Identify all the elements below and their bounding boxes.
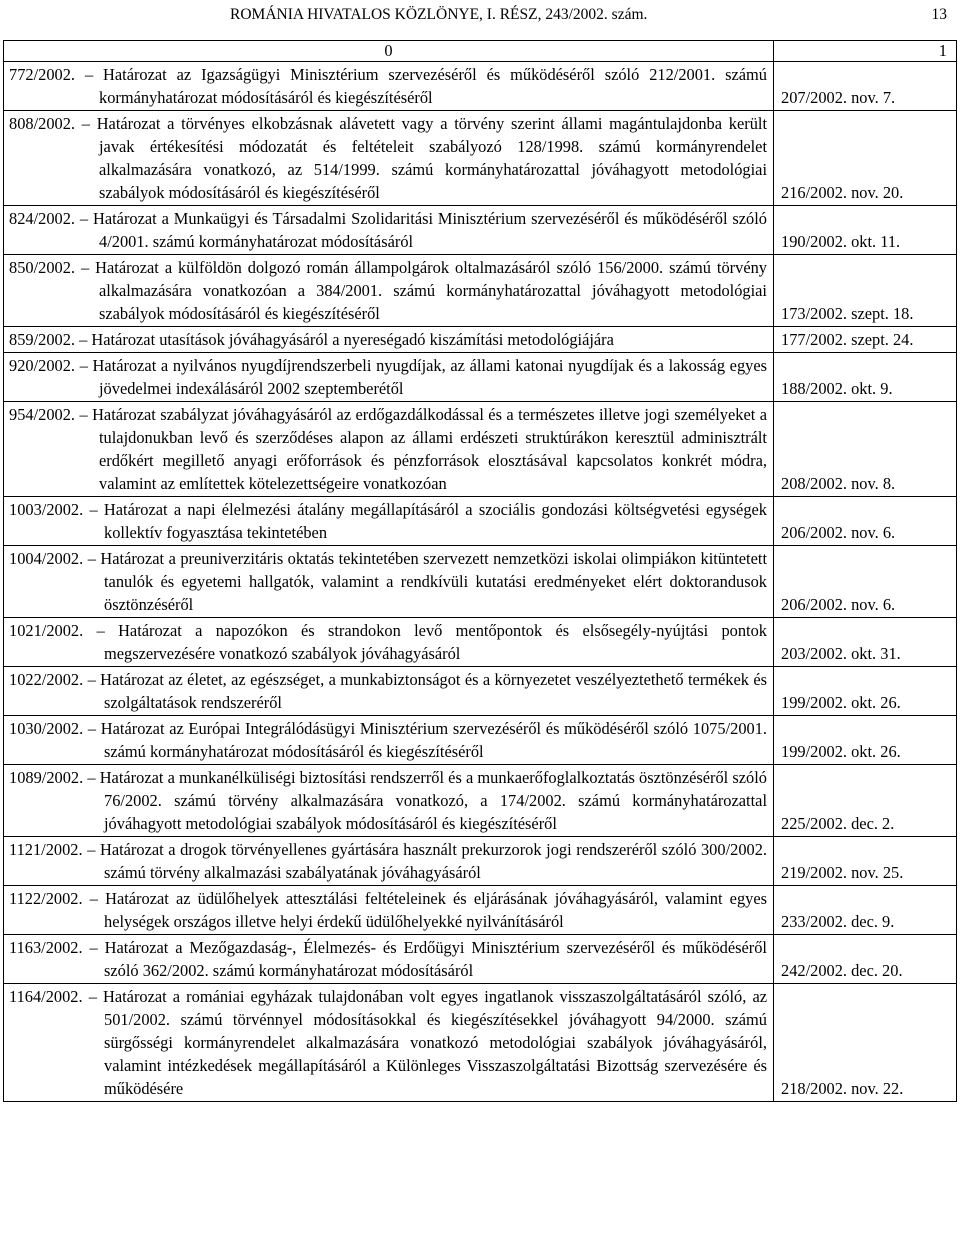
act-description-cell — [4, 327, 774, 353]
act-number: 954/2002. — [9, 405, 76, 424]
act-number: 859/2002. — [9, 330, 76, 349]
act-description-cell — [4, 111, 774, 206]
act-number: 1030/2002. — [9, 719, 84, 738]
act-number: 1163/2002. — [9, 938, 83, 957]
publication-reference: 225/2002. dec. 2. — [774, 765, 957, 837]
act-number: 1089/2002. — [9, 768, 84, 787]
act-number: 1004/2002. — [9, 549, 84, 568]
publication-reference: 199/2002. okt. 26. — [774, 716, 957, 765]
act-number: 824/2002. — [9, 209, 76, 228]
publication-reference: 207/2002. nov. 7. — [774, 62, 957, 111]
act-description-cell — [4, 667, 774, 716]
act-description-cell — [4, 402, 774, 497]
act-title: – Határozat az Igazságügyi Minisztérium szervezéséről és működéséről szóló 212/2001. számú kormányhatározat módosításáról és kiegészítéséről — [84, 65, 767, 107]
table-row — [4, 62, 957, 111]
publication-reference: 208/2002. nov. 8. — [774, 402, 957, 497]
act-title: – Határozat a nyilvános nyugdíjrendszerbeli nyugdíjak, az állami katonai nyugdíjak és a lakosság egyes jövedelmei indexálásáról 2002 szeptemberétől — [79, 356, 767, 398]
table-row — [4, 667, 957, 716]
table-row — [4, 402, 957, 497]
act-number: 1022/2002. — [9, 670, 84, 689]
table-row — [4, 546, 957, 618]
table-row — [4, 255, 957, 327]
act-number: 772/2002. — [9, 65, 76, 84]
act-number: 1121/2002. — [9, 840, 83, 859]
table-row — [4, 935, 957, 984]
act-title: – Határozat a Munkaügyi és Társadalmi Szolidaritási Minisztérium szervezéséről és működéséről szóló 4/2001. számú kormányhatározat módosításáról — [79, 209, 767, 251]
publication-reference: 219/2002. nov. 25. — [774, 837, 957, 886]
publication-reference: 203/2002. okt. 31. — [774, 618, 957, 667]
table-header-row — [4, 41, 957, 62]
act-title: – Határozat az életet, az egészséget, a munkabiztonságot és a környezetet veszélyeztethető termékek és szolgáltatások rendszeréről — [87, 670, 767, 712]
table-row — [4, 984, 957, 1102]
page-header — [0, 4, 960, 26]
act-title: – Határozat a napozókon és strandokon levő mentőpontok és elsősegély-nyújtási pontok megszervezésére vonatkozó szabályok jóváhagyásáról — [96, 621, 767, 663]
publication-reference: 206/2002. nov. 6. — [774, 546, 957, 618]
act-title: – Határozat utasítások jóváhagyásáról a nyereségadó kiszámítási metodológiájára — [79, 330, 614, 349]
act-title: – Határozat az Európai Integrálódásügyi Minisztérium szervezéséről és működéséről szóló 1075/2001. számú kormányhatározat módosításáról és kiegészítéséről — [87, 719, 767, 761]
act-title: – Határozat a munkanélküliségi biztosítási rendszerről és a munkaerőfoglalkoztatás ösztönzéséről szóló 76/2002. számú törvény alkalmazására vonatkozó, a 174/2002. számú kormányhatározattal jóváhagyott metodológiai szabályok módosításáról és kiegészítéséről — [87, 768, 767, 833]
publication-reference: 218/2002. nov. 22. — [774, 984, 957, 1102]
act-description-cell — [4, 255, 774, 327]
table-row — [4, 765, 957, 837]
column-header-1: 1 — [774, 41, 957, 62]
publication-reference: 206/2002. nov. 6. — [774, 497, 957, 546]
act-description-cell — [4, 886, 774, 935]
act-title: – Határozat a törvényes elkobzásnak alávetett vagy a törvény szerint állami magántulajdonba került javak értékesítési módozatát és feltételeit szabályozó 128/1998. számú kormányrendelet alkalmazására vonatkozó, az 514/1999. számú kormányhatározattal jóváhagyott metodológiai szabályok módosításáról és kiegészítéséről — [81, 114, 767, 202]
act-description-cell — [4, 206, 774, 255]
act-title: – Határozat a napi élelmezési átalány megállapításáról a szociális gondozási költségvetési egységek kollektív fogyasztása tekintetében — [89, 500, 767, 542]
publication-reference: 177/2002. szept. 24. — [774, 327, 957, 353]
publication-reference: 233/2002. dec. 9. — [774, 886, 957, 935]
act-description-cell — [4, 353, 774, 402]
act-title: – Határozat szabályzat jóváhagyásáról az erdőgazdálkodással és a természetes illetve jogi személyeket a tulajdonukban levő és szerződéses alapon az állami erdészeti struktúrákon keresztül adminisztrált erdőkért megillető anyagi erőforrások és pénzforrások elosztásával kapcsolatos konkrét módra, valamint az említettek kötelezettségeire vonatkozóan — [79, 405, 767, 493]
page-number: 13 — [931, 6, 947, 23]
publication-reference: 242/2002. dec. 20. — [774, 935, 957, 984]
publication-reference: 199/2002. okt. 26. — [774, 667, 957, 716]
act-description-cell — [4, 984, 774, 1102]
table-row — [4, 206, 957, 255]
table-row — [4, 111, 957, 206]
table-row — [4, 327, 957, 353]
act-number: 1021/2002. — [9, 621, 84, 640]
act-description-cell — [4, 546, 774, 618]
act-description-cell — [4, 765, 774, 837]
act-description-cell — [4, 935, 774, 984]
publication-reference: 173/2002. szept. 18. — [774, 255, 957, 327]
act-description-cell — [4, 497, 774, 546]
act-description-cell — [4, 62, 774, 111]
table-row — [4, 353, 957, 402]
act-title: – Határozat az üdülőhelyek attesztálási feltételeinek és eljárásának jóváhagyásáról, valamint egyes helységek országos illetve helyi érdekű üdülőhelyekké nyilvánításáról — [89, 889, 767, 931]
act-title: – Határozat a preuniverzitáris oktatás tekintetében szervezett nemzetközi iskolai olimpiákon kitüntetett tanulók és egyetemi hallgatók, valamint a rendkívüli kutatási eredményeket elért doktorandusok ösztönzéséről — [87, 549, 767, 614]
act-number: 1122/2002. — [9, 889, 83, 908]
act-title: – Határozat a romániai egyházak tulajdonában volt egyes ingatlanok visszaszolgáltatásáról szóló, az 501/2002. számú törvénnyel módosításokkal és kiegészítésekkel jóváhagyott 94/2000. számú sürgősségi kormányrendelet alkalmazására vonatkozó metodológiai szabályok jóváhagyásáról, valamint intézkedések megállapításáról a Különleges Visszaszolgáltatási Bizottság szervezésére és működésére — [88, 987, 767, 1098]
publication-reference: 188/2002. okt. 9. — [774, 353, 957, 402]
act-number: 850/2002. — [9, 258, 76, 277]
publication-reference: 190/2002. okt. 11. — [774, 206, 957, 255]
act-title: – Határozat a külföldön dolgozó román állampolgárok oltalmazásáról szóló 156/2000. számú törvény alkalmazására vonatkozóan a 384/2001. számú kormányhatározattal jóváhagyott metodológiai szabályok módosításáról és kiegészítéséről — [81, 258, 767, 323]
act-title: – Határozat a drogok törvényellenes gyártására használt prekurzorok jogi rendszeréről szóló 300/2002. számú törvény alkalmazási szabályatának jóváhagyásáról — [87, 840, 767, 882]
act-description-cell — [4, 618, 774, 667]
table-row — [4, 837, 957, 886]
table-row — [4, 886, 957, 935]
act-description-cell — [4, 716, 774, 765]
table-row — [4, 497, 957, 546]
act-title: – Határozat a Mezőgazdaság-, Élelmezés- és Erdőügyi Minisztérium szervezéséről és működéséről szóló 362/2002. számú kormányhatározat módosításáról — [89, 938, 767, 980]
table-row — [4, 618, 957, 667]
act-number: 1164/2002. — [9, 987, 83, 1006]
gazette-title: ROMÁNIA HIVATALOS KÖZLÖNYE, I. RÉSZ, 243/2002. szám. — [230, 6, 648, 23]
acts-table — [3, 40, 957, 1102]
publication-reference: 216/2002. nov. 20. — [774, 111, 957, 206]
act-number: 808/2002. — [9, 114, 76, 133]
act-number: 920/2002. — [9, 356, 76, 375]
act-number: 1003/2002. — [9, 500, 84, 519]
table-row — [4, 716, 957, 765]
act-description-cell — [4, 837, 774, 886]
column-header-0: 0 — [4, 41, 774, 62]
